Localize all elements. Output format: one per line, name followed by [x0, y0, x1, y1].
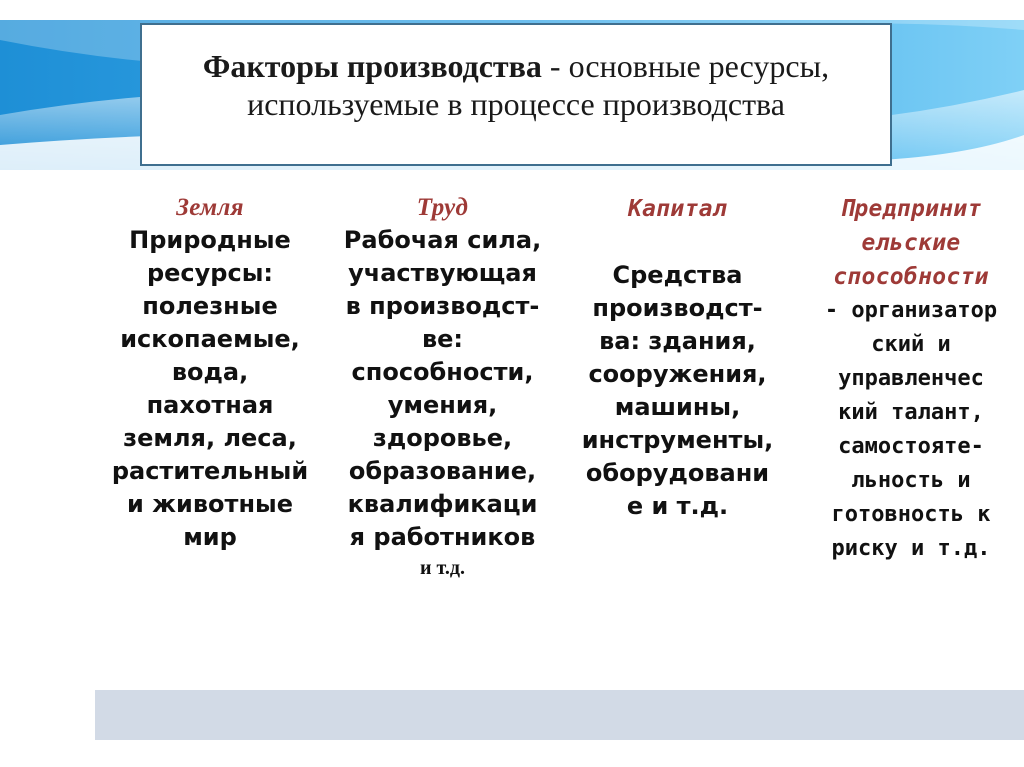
factor-title: Предпринит ельские способности	[833, 196, 989, 290]
factor-column-land	[100, 192, 320, 554]
definition-text	[142, 47, 890, 123]
factor-title: Труд	[416, 194, 469, 221]
factor-description: - организатор ский и управленчес кий талант, самостояте- льность и готовность к риску и т.д.	[824, 298, 998, 561]
factor-title: Земля	[176, 194, 244, 221]
factor-description: Рабочая сила, участвующая в производст- ве: способности, умения, здоровье, образование, квалификаци я работников	[343, 226, 542, 551]
factor-description: Средства производст- ва: здания, сооружения, машины, инструменты, оборудовани е и т.д.	[581, 261, 774, 520]
definition-term: Факторы производства	[202, 48, 542, 84]
factor-title: Капитал	[627, 196, 728, 222]
factor-description: Природные ресурсы: полезные ископаемые, вода, пахотная земля, леса, растительный и животные мир	[111, 226, 309, 551]
factor-tail: и т.д.	[420, 557, 465, 579]
definition-box	[140, 23, 892, 166]
footer-bar	[95, 690, 1024, 740]
factor-column-capital	[565, 192, 790, 523]
definition-body: - основные ресурсы, используемые в процессе производства	[247, 48, 830, 122]
factor-column-labor	[330, 192, 555, 582]
factor-column-entrepreneurship	[800, 192, 1022, 566]
